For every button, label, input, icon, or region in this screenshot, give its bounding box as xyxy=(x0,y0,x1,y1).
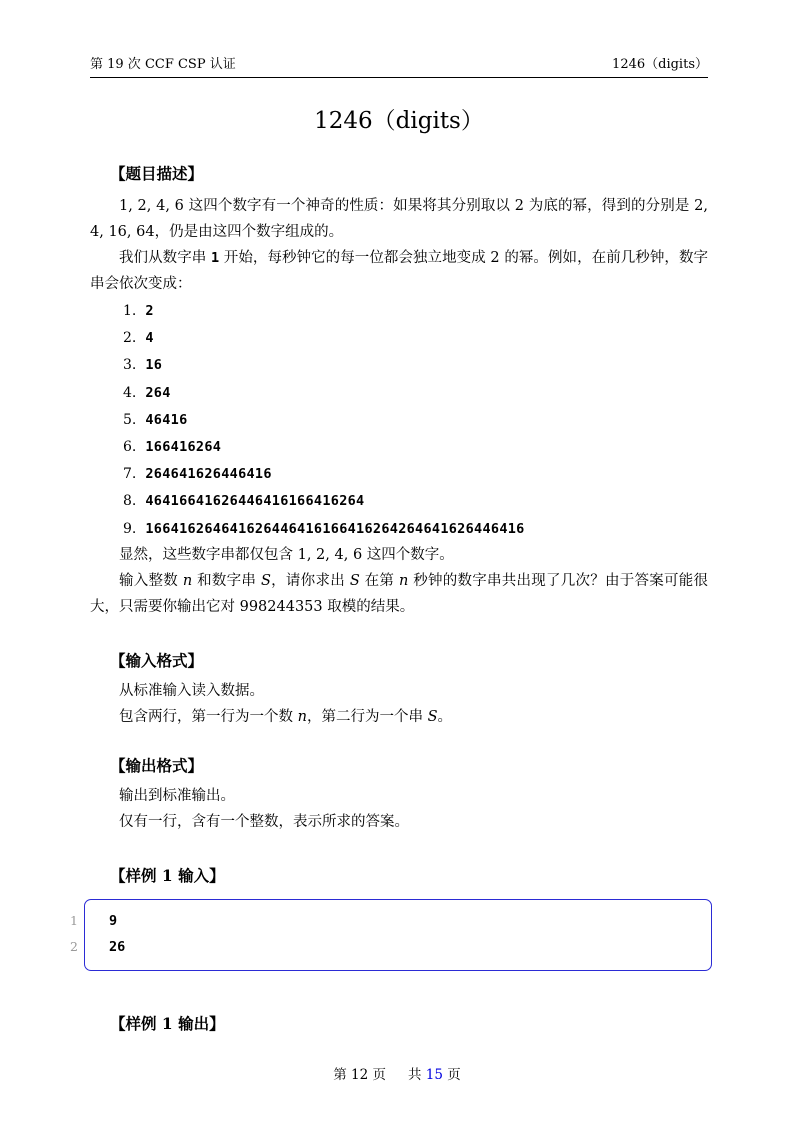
footer-total-prefix: 共 xyxy=(407,1067,426,1083)
text-segment: S xyxy=(349,572,360,589)
header-left-text: 第 19 次 CCF CSP 认证 xyxy=(90,57,236,72)
list-item-value: 16 xyxy=(145,357,163,374)
text-segment: ，请你求出 xyxy=(270,572,350,589)
description-paragraph-2 xyxy=(90,245,708,297)
footer-total-suffix: 页 xyxy=(442,1067,461,1083)
text-segment: 998244353 xyxy=(239,598,323,615)
list-item xyxy=(123,297,708,324)
code-line: 9 xyxy=(109,912,118,929)
text-segment: 和数字串 xyxy=(192,572,261,589)
sample1-input-block xyxy=(70,899,712,971)
text-segment: 2 xyxy=(490,250,500,266)
text-segment: 开始，每秒钟它的每一位都会独立地变成 xyxy=(219,250,491,266)
page-footer xyxy=(0,1063,794,1083)
text-segment: S xyxy=(427,708,438,725)
list-item xyxy=(123,487,708,514)
text-segment: 输入整数 xyxy=(119,572,183,589)
list-item-number: 2. xyxy=(123,330,137,347)
list-item-number: 9. xyxy=(123,520,137,537)
sample1-input-code-box xyxy=(84,899,712,971)
footer-total-pages-link[interactable]: 15 xyxy=(425,1067,443,1083)
list-item-value: 166416264641626446416166416264264641626446416 xyxy=(145,520,525,537)
text-segment: ，仍是由这四个数字组成的。 xyxy=(154,224,344,240)
input-format-line-1: 从标准输入读入数据。 xyxy=(119,682,264,699)
list-item-number: 4. xyxy=(123,384,137,401)
list-item-value: 166416264 xyxy=(145,439,222,456)
output-format-line-1: 输出到标准输出。 xyxy=(119,787,235,804)
digit-string-sequence-list xyxy=(123,297,708,542)
list-item xyxy=(123,460,708,487)
text-segment: 1, 2, 4, 6 xyxy=(119,198,184,214)
description-paragraph-3 xyxy=(90,542,708,568)
section-heading-sample1-input: 【样例 1 输入】 xyxy=(110,865,225,885)
description-paragraph-1 xyxy=(90,193,708,245)
list-item-value: 46416 xyxy=(145,411,188,428)
text-segment: 1 xyxy=(210,250,220,266)
section-heading-sample1-output: 【样例 1 输出】 xyxy=(110,1013,225,1033)
input-format-line-2 xyxy=(90,704,708,730)
list-item xyxy=(123,406,708,433)
text-segment: 2, 4, 16, 64 xyxy=(90,198,708,240)
code-line: 26 xyxy=(109,938,126,955)
text-segment: 2 xyxy=(514,198,524,214)
section-heading-description: 【题目描述】 xyxy=(110,164,204,183)
list-item xyxy=(123,324,708,351)
text-segment: 包含两行，第一行为一个数 xyxy=(119,708,298,725)
text-segment: 显然，这些数字串都仅包含 xyxy=(119,546,298,563)
list-item-number: 1. xyxy=(123,303,137,319)
text-segment: n xyxy=(297,708,307,725)
list-item xyxy=(123,379,708,406)
list-item-number: 7. xyxy=(123,466,137,483)
text-segment: n xyxy=(182,572,193,589)
list-item xyxy=(123,515,708,542)
list-item xyxy=(123,433,708,460)
code-line-number-gutter xyxy=(64,908,78,960)
text-segment: 在第 xyxy=(359,572,399,589)
list-item-value: 264641626446416 xyxy=(145,466,272,483)
list-item-value: 2 xyxy=(145,303,154,319)
code-line-number: 2 xyxy=(70,938,78,954)
section-heading-output-format: 【输出格式】 xyxy=(110,755,204,775)
list-item-number: 5. xyxy=(123,411,137,428)
list-item xyxy=(123,351,708,378)
text-segment: 1, 2, 4, 6 xyxy=(297,546,363,563)
list-item-value: 46416641626446416166416264 xyxy=(145,493,365,510)
description-paragraph-4 xyxy=(90,568,708,620)
list-item-value: 4 xyxy=(145,330,154,347)
text-segment: 为底的幂，得到的分别是 xyxy=(524,198,695,214)
text-segment: 这四个数字有一个神奇的性质：如果将其分别取以 xyxy=(183,198,515,214)
text-segment: ，第二行为一个串 xyxy=(306,708,428,725)
text-segment: 我们从数字串 xyxy=(119,250,211,266)
text-segment: 。 xyxy=(437,708,452,725)
code-line-number: 1 xyxy=(70,912,78,928)
text-segment: n xyxy=(399,572,409,589)
list-item-value: 264 xyxy=(145,384,171,401)
text-segment: 这四个数字。 xyxy=(362,546,454,563)
list-item-number: 8. xyxy=(123,493,137,510)
section-heading-input-format: 【输入格式】 xyxy=(110,650,204,670)
problem-title: 1246（digits） xyxy=(314,108,484,134)
text-segment: 秒钟的数字串共出现了几次？由于答案可能很大，只需要你输出它对 xyxy=(90,572,709,615)
header-right-text: 1246（digits） xyxy=(612,57,708,72)
list-item-number: 6. xyxy=(123,439,137,456)
list-item-number: 3. xyxy=(123,357,137,374)
text-segment: 的幂。例如，在前几秒钟，数字串会依次变成： xyxy=(90,250,709,292)
page-header xyxy=(90,57,708,78)
text-segment: 取模的结果。 xyxy=(322,598,415,615)
footer-current-page: 第 12 页 xyxy=(333,1067,386,1083)
text-segment: S xyxy=(260,572,271,589)
output-format-line-2: 仅有一行，含有一个整数，表示所求的答案。 xyxy=(119,813,409,830)
